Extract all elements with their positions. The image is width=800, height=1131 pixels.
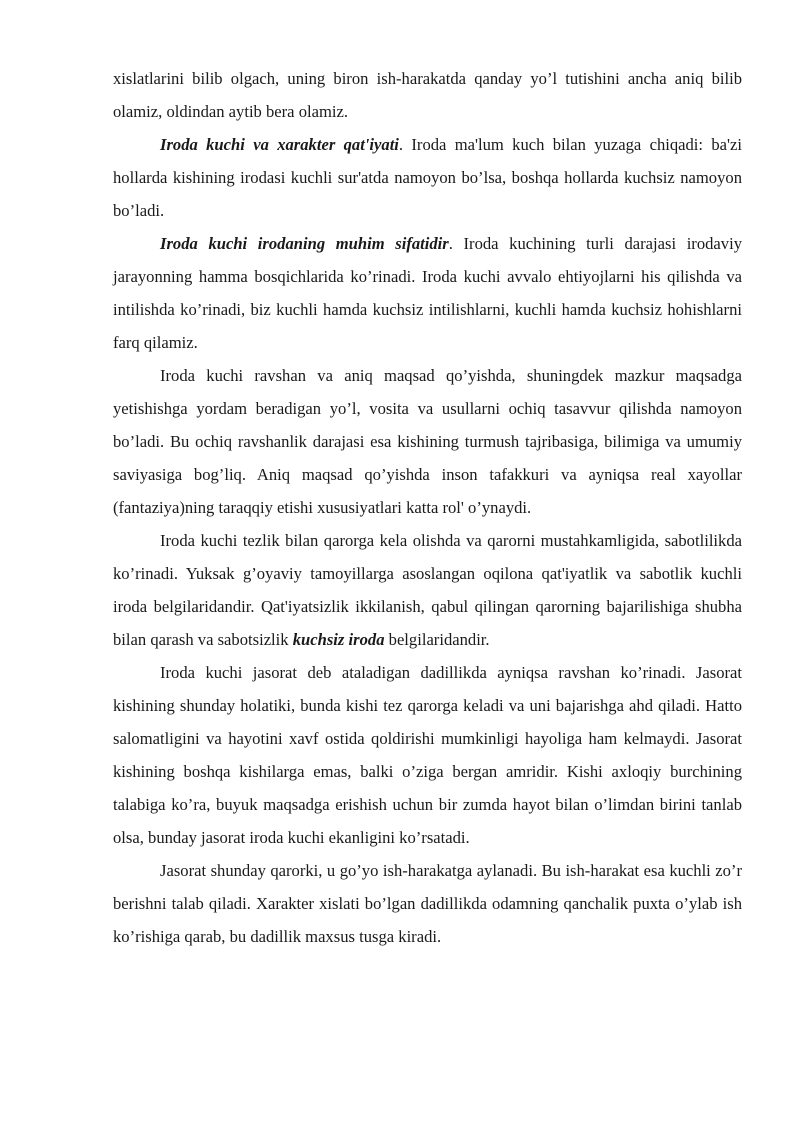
paragraph-4 [113, 359, 742, 524]
paragraph-7 [113, 854, 742, 953]
paragraph-lead-heading: Iroda kuchi va xarakter qat'iyati [160, 135, 399, 154]
paragraph-lead-heading: Iroda kuchi irodaning muhim sifatidir [160, 234, 449, 253]
paragraph-5 [113, 524, 742, 656]
paragraph-text: Iroda kuchi tezlik bilan qarorga kela olishda va qarorni mustahkamligida, sabotlilikda ko’rinadi. Yuksak g’oyaviy tamoyillarga asoslangan oqilona qat'iyatlik va sabotlik kuchli iroda belgilaridandir. Qat'iyatsizlik ikkilanish, qabul qilingan qarorning bajarilishiga shubha bilan qarash va sabotsizlik [113, 531, 742, 649]
paragraph-text: xislatlarini bilib olgach, uning biron ish-harakatda qanday yo’l tutishini ancha aniq bilib olamiz, oldindan aytib bera olamiz. [113, 69, 742, 121]
paragraph-3 [113, 227, 742, 359]
paragraph-text: . Iroda kuchining turli darajasi irodaviy jarayonning hamma bosqichlarida ko’rinadi. Iroda kuchi avvalo ehtiyojlarni his qilishda va intilishda ko’rinadi, biz kuchli hamda kuchsiz intilishlarni, kuchli hamda kuchsiz hohishlarni farq qilamiz. [113, 234, 742, 352]
paragraph-1 [113, 62, 742, 128]
paragraph-text: Iroda kuchi jasorat deb ataladigan dadillikda ayniqsa ravshan ko’rinadi. Jasorat kishining shunday holatiki, bunda kishi tez qarorga keladi va uni bajarishga ahd qiladi. Hatto salomatligini va hayotini xavf ostida qoldirishi mumkinligi hayoliga ham kelmaydi. Jasorat kishining boshqa kishilarga emas, balki o’ziga bergan amridir. Kishi axloqiy burchining talabiga ko’ra, buyuk maqsadga erishish uchun bir zumda hayot bilan o’limdan birini tanlab olsa, bunday jasorat iroda kuchi ekanligini ko’rsatadi. [113, 663, 742, 847]
paragraph-6 [113, 656, 742, 854]
paragraph-text: Iroda kuchi ravshan va aniq maqsad qo’yishda, shuningdek mazkur maqsadga yetishishga yordam beradigan yo’l, vosita va usullarni ochiq tasavvur qilishda namoyon bo’ladi. Bu ochiq ravshanlik darajasi esa kishining turmush tajribasiga, bilimiga va umumiy saviyasiga bog’liq. Aniq maqsad qo’yishda inson tafakkuri va ayniqsa real xayollar (fantaziya)ning taraqqiy etishi xususiyatlari katta rol' o’ynaydi. [113, 366, 742, 517]
document-page [113, 62, 742, 953]
emphasized-term: kuchsiz iroda [292, 630, 385, 649]
paragraph-text: . Iroda ma'lum kuch bilan yuzaga chiqadi: ba'zi hollarda kishining irodasi kuchli sur'atda namoyon bo’lsa, boshqa hollarda kuchsiz namoyon bo’ladi. [113, 135, 742, 220]
paragraph-2 [113, 128, 742, 227]
paragraph-text: Jasorat shunday qarorki, u go’yo ish-harakatga aylanadi. Bu ish-harakat esa kuchli zo’r berishni talab qiladi. Xarakter xislati bo’lgan dadillikda odamning qanchalik puxta o’ylab ish ko’rishiga qarab, bu dadillik maxsus tusga kiradi. [113, 861, 742, 946]
paragraph-text: belgilaridandir. [384, 630, 490, 649]
